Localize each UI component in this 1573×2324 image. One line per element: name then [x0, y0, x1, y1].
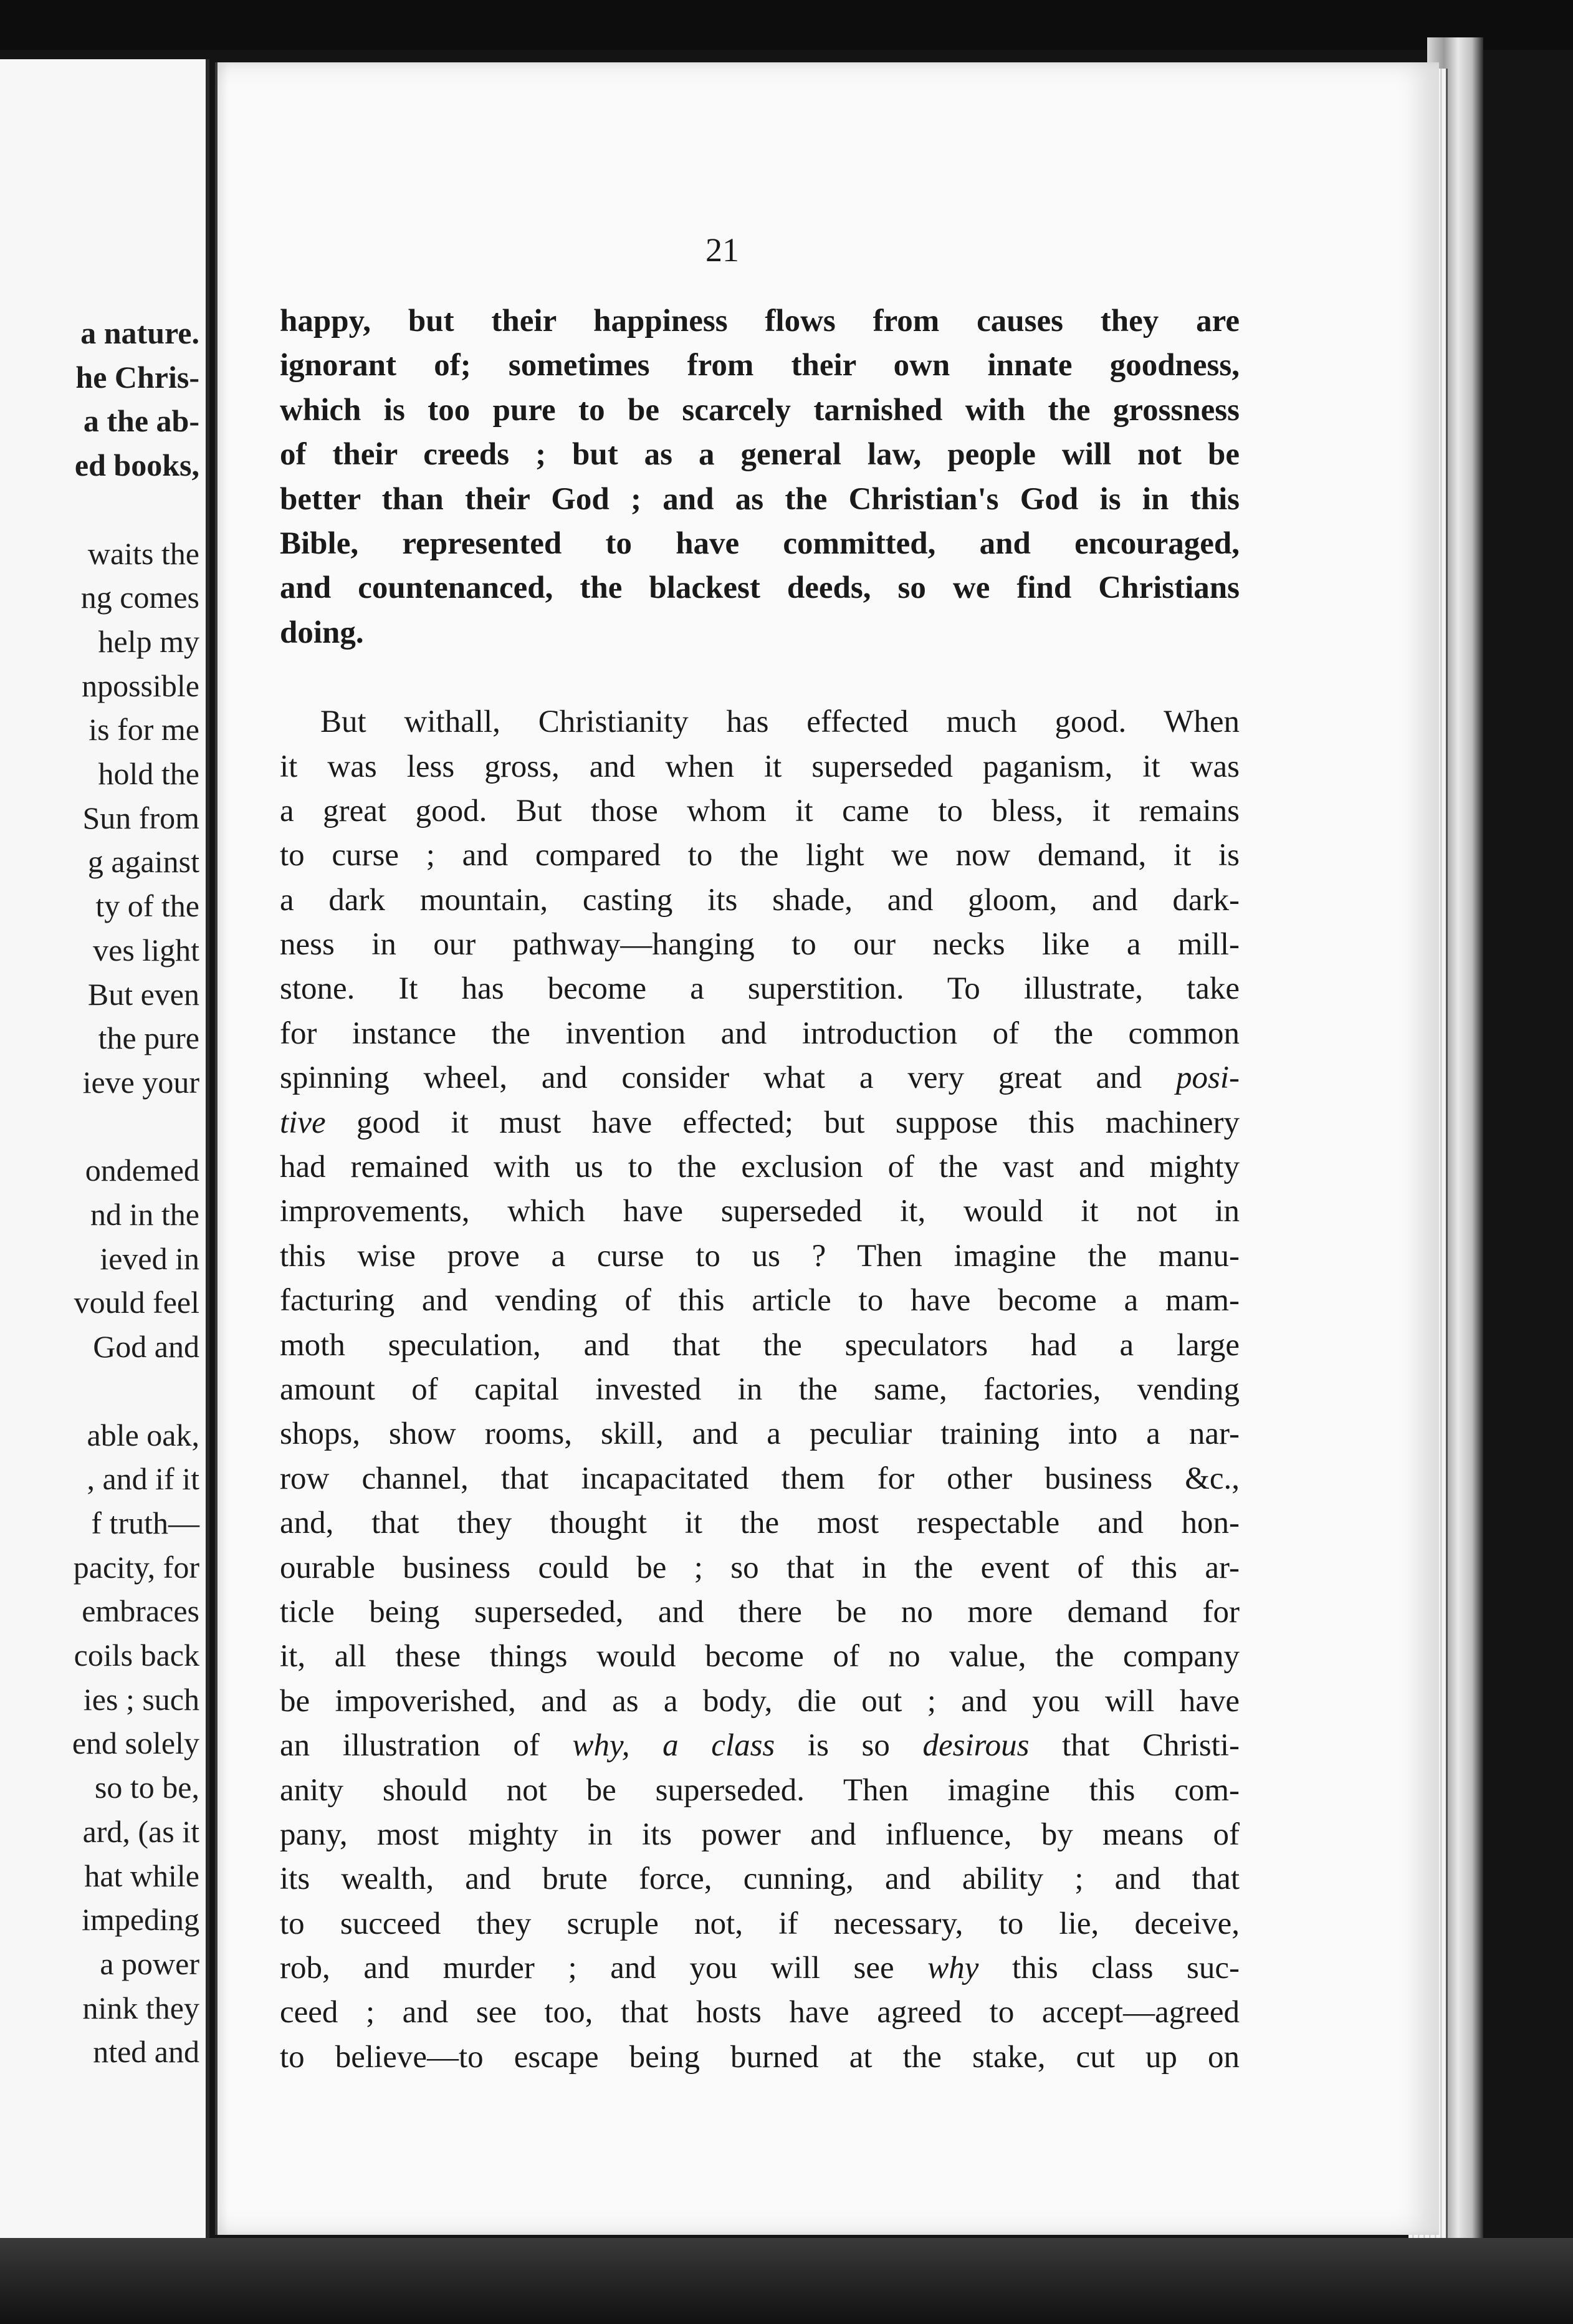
italic-run: posi-: [1176, 1060, 1240, 1096]
text-line: this wise prove a curse to us ? Then imagine the manu-: [280, 1238, 1240, 1274]
left-page-text-line: nink they: [82, 1990, 199, 2025]
text-line: of their creeds ; but as a general law, people will not be: [280, 437, 1240, 473]
text-line: which is too pure to be scarcely tarnished with the grossness: [280, 392, 1240, 428]
text-line: a dark mountain, casting its shade, and gloom, and dark-: [280, 882, 1240, 918]
text-line: its wealth, and brute force, cunning, and ability ; and that: [280, 1861, 1240, 1897]
left-page-text-line: ty of the: [95, 888, 199, 924]
left-page-text-line: ieve your: [82, 1064, 199, 1100]
left-page-text-line: so to be,: [94, 1770, 199, 1805]
italic-run: desirous: [922, 1728, 1030, 1764]
text-line: [280, 1056, 1240, 1100]
text-line: ceed ; and see too, that hosts have agreed to accept—agreed: [280, 1995, 1240, 2030]
text-run: good it must have effected; but suppose this machinery: [325, 1105, 1240, 1140]
page-number: 21: [705, 231, 739, 269]
text-line: improvements, which have superseded it, would it not in: [280, 1194, 1240, 1229]
text-line: a great good. But those whom it came to bless, it remains: [280, 793, 1240, 828]
text-line: it, all these things would become of no value, the company: [280, 1639, 1240, 1674]
text-line: moth speculation, and that the speculators had a large: [280, 1327, 1240, 1363]
left-page-text-line: a nature.: [80, 315, 199, 350]
text-line: be impoverished, and as a body, die out ; and you will have: [280, 1683, 1240, 1719]
text-line: [280, 1101, 1240, 1145]
text-line: for instance the invention and introduction of the common: [280, 1016, 1240, 1051]
text-run: this class suc-: [978, 1951, 1240, 1986]
left-page-text-line: he Chris-: [75, 359, 199, 395]
left-page-text-line: help my: [98, 623, 199, 659]
left-page-text-line: is for me: [88, 712, 199, 747]
left-page-text-line: hold the: [98, 756, 199, 791]
text-line: [280, 1724, 1240, 1768]
left-page-text-line: g against: [87, 844, 199, 880]
left-page-text-line: But even: [87, 976, 199, 1012]
text-line: it was less gross, and when it superseded paganism, it was: [280, 749, 1240, 784]
left-page-text-line: ondemed: [85, 1153, 199, 1188]
left-facing-page: [0, 59, 209, 2241]
left-page-text-line: hat while: [84, 1858, 199, 1893]
paragraph-gap: [280, 655, 1240, 700]
text-line: stone. It has become a superstition. To illustrate, take: [280, 971, 1240, 1007]
left-page-text-line: npossible: [82, 668, 199, 703]
text-line: had remained with us to the exclusion of the vast and mighty: [280, 1150, 1240, 1185]
left-page-text-line: coils back: [74, 1638, 199, 1673]
left-page-text-line: ed books,: [74, 448, 199, 483]
left-page-text-line: able oak,: [87, 1417, 199, 1452]
text-line: ourable business could be ; so that in the event of this ar-: [280, 1550, 1240, 1585]
text-run: that Christi-: [1029, 1728, 1240, 1764]
left-page-text-line: God and: [93, 1329, 199, 1365]
left-page-text-line: impeding: [82, 1902, 199, 1937]
text-line: better than their God ; and as the Christian's God is in this: [280, 481, 1240, 517]
text-line: pany, most mighty in its power and influence, by means of: [280, 1817, 1240, 1852]
text-run: spinning wheel, and consider what a very great and: [280, 1060, 1176, 1096]
text-line: to succeed they scruple not, if necessary, to lie, deceive,: [280, 1906, 1240, 1941]
paragraph-2: [280, 700, 1240, 2080]
left-page-text-line: , and if it: [87, 1461, 199, 1497]
text-line: to believe—to escape being burned at the stake, cut up on: [280, 2039, 1240, 2075]
text-line: [280, 1946, 1240, 1990]
text-line: ness in our pathway—hanging to our necks like a mill-: [280, 927, 1240, 963]
left-page-text-line: embraces: [82, 1593, 199, 1629]
left-page-text-line: nd in the: [90, 1197, 199, 1232]
book-cover-bottom-edge: [0, 2238, 1573, 2324]
left-page-text-line: ng comes: [80, 580, 199, 615]
scan-top-border: [0, 0, 1573, 50]
text-line: and, that they thought it the most respectable and hon-: [280, 1505, 1240, 1541]
left-page-text-line: Sun from: [82, 800, 199, 835]
left-page-text-line: f truth—: [91, 1505, 199, 1540]
left-page-text-line: ard, (as it: [82, 1813, 199, 1849]
text-line: to curse ; and compared to the light we now demand, it is: [280, 838, 1240, 873]
left-page-text-line: the pure: [98, 1020, 199, 1056]
left-page-text-line: ies ; such: [83, 1681, 199, 1717]
left-page-text-line: ves light: [93, 932, 199, 968]
text-line: happy, but their happiness flows from causes they are: [280, 304, 1240, 339]
left-page-text-line: a the ab-: [83, 403, 199, 439]
left-page-text-line: end solely: [72, 1726, 199, 1761]
text-run: is so: [775, 1728, 923, 1764]
text-run: rob, and murder ; and you will see: [280, 1951, 928, 1986]
text-line: facturing and vending of this article to have become a mam-: [280, 1283, 1240, 1318]
left-page-text-line: waits the: [87, 535, 199, 571]
text-line: and countenanced, the blackest deeds, so we find Christians: [280, 570, 1240, 606]
text-line: row channel, that incapacitated them for other business &c.,: [280, 1461, 1240, 1496]
italic-run: tive: [280, 1105, 326, 1140]
text-line: anity should not be superseded. Then imagine this com-: [280, 1772, 1240, 1808]
main-page: [215, 62, 1439, 2235]
text-line: ticle being superseded, and there be no more demand for: [280, 1594, 1240, 1630]
text-line: ignorant of; sometimes from their own innate goodness,: [280, 348, 1240, 383]
italic-run: why, a class: [572, 1728, 775, 1764]
italic-run: why: [927, 1951, 979, 1986]
text-line: shops, show rooms, skill, and a peculiar training into a nar-: [280, 1416, 1240, 1452]
left-page-text-line: pacity, for: [73, 1549, 199, 1585]
paragraph-1: [280, 299, 1240, 655]
left-page-text-line: a power: [100, 1946, 199, 1981]
text-line: But withall, Christianity has effected much good. When: [320, 704, 1240, 740]
text-line: doing.: [280, 615, 364, 650]
text-line: Bible, represented to have committed, and encouraged,: [280, 526, 1240, 561]
text-line: amount of capital invested in the same, factories, vending: [280, 1371, 1240, 1407]
page-body: [280, 299, 1240, 2080]
left-page-text-line: ieved in: [100, 1241, 199, 1276]
left-page-text-line: vould feel: [74, 1285, 199, 1320]
text-run: an illustration of: [280, 1728, 573, 1764]
left-page-text-line: nted and: [93, 2034, 199, 2070]
